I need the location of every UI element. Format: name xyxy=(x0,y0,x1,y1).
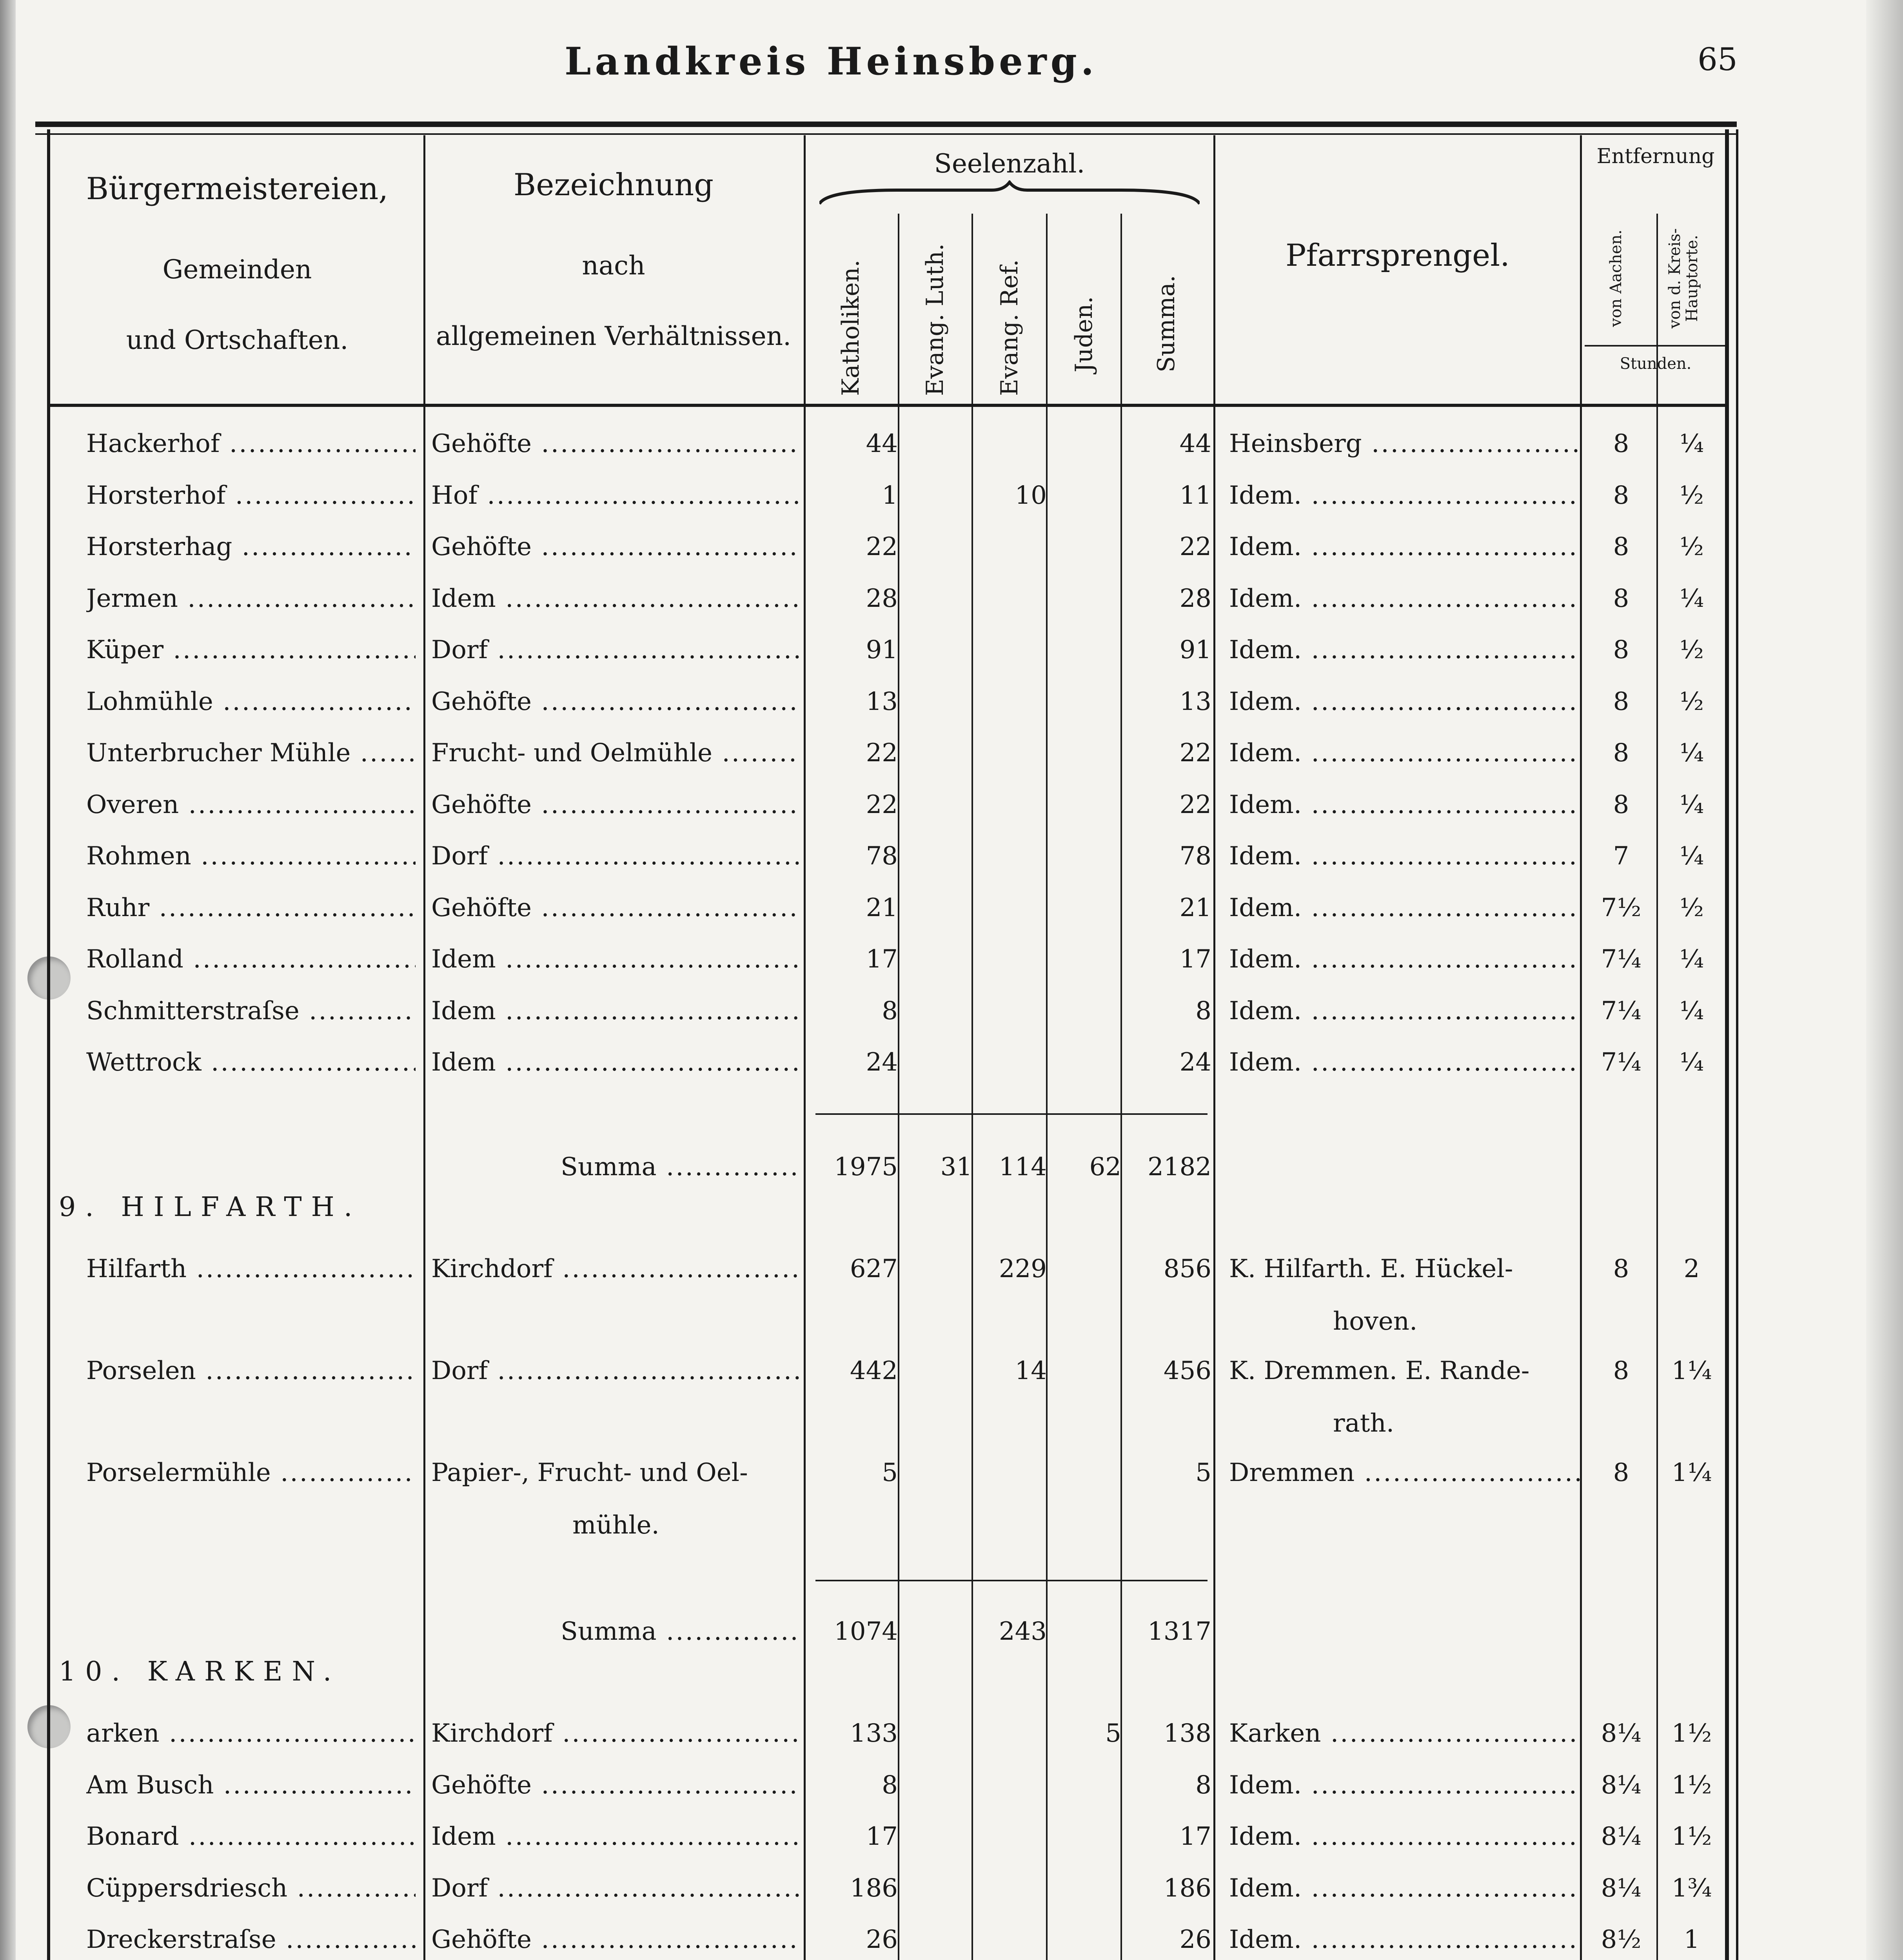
cell-typ: Gehöfte ..... xyxy=(431,882,800,934)
cell-name: Hilfarth ..... xyxy=(86,1243,416,1295)
summa-row xyxy=(0,1605,1903,1658)
col1-header: Bürgermeistereien, xyxy=(86,171,389,207)
cell-sum: 8 xyxy=(1195,1770,1211,1800)
cell-kath: 13 xyxy=(866,687,898,716)
cell-jud xyxy=(1051,1810,1121,1863)
cell-sum: 13 xyxy=(1179,687,1211,716)
von-aachen-header: von Aachen. xyxy=(1607,229,1625,327)
section-heading: 10. KARKEN. xyxy=(59,1656,341,1687)
cell-typ: Kirchdorf ..... xyxy=(431,1707,800,1760)
cell-ref xyxy=(976,1707,1047,1760)
header-bottom-rule xyxy=(47,404,1729,407)
cell-sum: 17 xyxy=(1179,945,1211,974)
cell-aa: 8 xyxy=(1613,790,1629,819)
cell-luth xyxy=(902,1446,972,1499)
cell-ref xyxy=(976,1446,1047,1499)
cell-hk: ¼ xyxy=(1679,584,1704,613)
summa-luth xyxy=(902,1605,972,1658)
cell-hk: ½ xyxy=(1679,532,1704,561)
pfarr-header: Pfarrsprengel. xyxy=(1286,238,1510,273)
cell-name: Lohmühle ..... xyxy=(86,675,416,728)
cell-aa: 8 xyxy=(1613,687,1629,716)
cell-sum: 91 xyxy=(1179,635,1211,664)
cell-hk: 1¼ xyxy=(1671,1458,1712,1487)
table-row xyxy=(0,624,1903,676)
cell-luth xyxy=(902,675,972,728)
cell-jud xyxy=(1051,1036,1121,1089)
cell-luth xyxy=(902,1862,972,1915)
cell-name: Jermen ..... xyxy=(86,572,416,625)
cell-jud xyxy=(1051,779,1121,831)
summa-label: Summa ..... xyxy=(561,1605,800,1658)
cell-pf-cont: hoven. xyxy=(1333,1307,1418,1336)
cell-name: Schmitterstraſse ..... xyxy=(86,985,416,1037)
cell-hk: 1½ xyxy=(1671,1770,1712,1800)
cell-kath: 26 xyxy=(866,1925,898,1954)
table-row xyxy=(0,1036,1903,1089)
col2-header: Bezeichnung xyxy=(513,167,714,203)
cell-typ: Idem ..... xyxy=(431,572,800,625)
cell-aa: 8 xyxy=(1613,635,1629,664)
cell-jud xyxy=(1051,675,1121,728)
cell-sum: 22 xyxy=(1179,790,1211,819)
cell-aa: 8¼ xyxy=(1601,1822,1642,1851)
summa-label: Summa ..... xyxy=(561,1141,800,1193)
cell-luth xyxy=(902,521,972,573)
cell-aa: 8 xyxy=(1613,481,1629,510)
cell-typ: Dorf ..... xyxy=(431,830,800,882)
cell-kath: 1 xyxy=(882,481,898,510)
cell-hk: 1¼ xyxy=(1671,1356,1712,1385)
cell-pf: Idem. ..... xyxy=(1229,727,1582,779)
cell-pf: Idem. ..... xyxy=(1229,675,1582,728)
cell-jud xyxy=(1051,933,1121,985)
cell-sum: 44 xyxy=(1179,429,1211,458)
cell-typ: Kirchdorf ..... xyxy=(431,1243,800,1295)
cell-ref xyxy=(976,572,1047,625)
cell-pf: Idem. ..... xyxy=(1229,1862,1582,1915)
cell-hk: ¼ xyxy=(1679,945,1704,974)
cell-typ: Dorf ..... xyxy=(431,1862,800,1915)
cell-jud xyxy=(1051,985,1121,1037)
cell-pf: Idem. ..... xyxy=(1229,1036,1582,1089)
von-kreis-header: von d. Kreis-Hauptorte. xyxy=(1666,228,1701,328)
col1-header-2: Gemeinden xyxy=(162,254,312,285)
cell-typ: Gehöfte ..... xyxy=(431,521,800,573)
top-border-thin xyxy=(35,133,1737,135)
cell-name: Horsterhof ..... xyxy=(86,469,416,522)
cell-typ: Hof ..... xyxy=(431,469,800,522)
cell-jud xyxy=(1051,572,1121,625)
cell-ref xyxy=(976,624,1047,676)
cell-jud xyxy=(1051,727,1121,779)
cell-jud xyxy=(1051,1913,1121,1960)
cell-kath: 17 xyxy=(866,1822,898,1851)
cell-name: Porselermühle ..... xyxy=(86,1446,416,1499)
cell-sum: 78 xyxy=(1179,842,1211,871)
cell-kath: 78 xyxy=(866,842,898,871)
cell-pf: Idem. ..... xyxy=(1229,830,1582,882)
cell-luth xyxy=(902,830,972,882)
cell-luth xyxy=(902,1759,972,1811)
cell-sum: 856 xyxy=(1163,1254,1211,1283)
summa-sum: 2182 xyxy=(1148,1152,1211,1181)
cell-typ: Idem ..... xyxy=(431,933,800,985)
cell-sum: 138 xyxy=(1163,1719,1211,1748)
cell-aa: 8 xyxy=(1613,1458,1629,1487)
entfernung-header: Entfernung xyxy=(1596,145,1715,168)
cell-typ: Gehöfte ..... xyxy=(431,1759,800,1811)
cell-kath: 22 xyxy=(866,532,898,561)
cell-ref xyxy=(976,675,1047,728)
summa-ref: 114 xyxy=(999,1152,1047,1181)
cell-ref xyxy=(976,779,1047,831)
cell-hk: 1¾ xyxy=(1671,1873,1712,1903)
cell-pf: K. Hilfarth. E. Hückel- xyxy=(1229,1254,1513,1283)
cell-jud xyxy=(1051,469,1121,522)
cell-hk: ½ xyxy=(1679,893,1704,922)
cell-typ: Idem ..... xyxy=(431,985,800,1037)
cell-pf: Idem. ..... xyxy=(1229,779,1582,831)
table-row xyxy=(0,572,1903,625)
cell-ref xyxy=(976,1862,1047,1915)
cell-name: Bonard ..... xyxy=(86,1810,416,1863)
cell-sum: 5 xyxy=(1195,1458,1211,1487)
cell-jud xyxy=(1051,830,1121,882)
table-row xyxy=(0,1446,1903,1499)
cell-aa: 7¼ xyxy=(1601,1048,1642,1077)
cell-aa: 8¼ xyxy=(1601,1770,1642,1800)
cell-pf: Karken ..... xyxy=(1229,1707,1582,1760)
sum-rule-1 xyxy=(815,1113,1208,1115)
cell-aa: 8¼ xyxy=(1601,1873,1642,1903)
page-number: 65 xyxy=(1698,41,1738,78)
cell-ref xyxy=(976,830,1047,882)
cell-pf: Idem. ..... xyxy=(1229,933,1582,985)
cell-luth xyxy=(902,933,972,985)
cell-pf: Idem. ..... xyxy=(1229,1810,1582,1863)
table-row xyxy=(0,675,1903,728)
cell-typ: Gehöfte ..... xyxy=(431,675,800,728)
seelenzahl-header: Seelenzahl. xyxy=(934,149,1085,179)
summa-header: Summa. xyxy=(1153,275,1180,372)
cell-luth xyxy=(902,1243,972,1295)
cell-aa: 8 xyxy=(1613,739,1629,768)
cell-hk: ¼ xyxy=(1679,996,1704,1025)
cell-luth xyxy=(902,882,972,934)
page-title: Landkreis Heinsberg. xyxy=(565,39,1098,83)
cell-pf: Idem. ..... xyxy=(1229,572,1582,625)
cell-aa: 7½ xyxy=(1601,893,1642,922)
cell-luth xyxy=(902,1036,972,1089)
cell-jud xyxy=(1051,521,1121,573)
cell-hk: ½ xyxy=(1679,687,1704,716)
table-row xyxy=(0,830,1903,882)
cell-typ: Gehöfte ..... xyxy=(431,1913,800,1960)
cell-ref xyxy=(976,1036,1047,1089)
cell-hk: ¼ xyxy=(1679,739,1704,768)
cell-sum: 26 xyxy=(1179,1925,1211,1954)
cell-name: Porselen ..... xyxy=(86,1345,416,1397)
cell-kath: 22 xyxy=(866,739,898,768)
cell-kath: 627 xyxy=(850,1254,898,1283)
cell-ref xyxy=(976,985,1047,1037)
cell-name: Wettrock ..... xyxy=(86,1036,416,1089)
table-row xyxy=(0,1810,1903,1863)
brace-icon xyxy=(819,180,1200,208)
cell-typ: Dorf ..... xyxy=(431,1345,800,1397)
cell-kath: 8 xyxy=(882,996,898,1025)
cell-kath: 91 xyxy=(866,635,898,664)
cell-aa: 8½ xyxy=(1601,1925,1642,1954)
cell-name: Hackerhof ..... xyxy=(86,417,416,470)
summa-jud xyxy=(1051,1605,1121,1658)
cell-kath: 44 xyxy=(866,429,898,458)
cell-name: Horsterhag ..... xyxy=(86,521,416,573)
cell-kath: 8 xyxy=(882,1770,898,1800)
summa-kath: 1074 xyxy=(834,1617,898,1646)
cell-hk: 1½ xyxy=(1671,1719,1712,1748)
cell-hk: ¼ xyxy=(1679,1048,1704,1077)
cell-kath: 24 xyxy=(866,1048,898,1077)
cell-hk: ½ xyxy=(1679,481,1704,510)
table-row xyxy=(0,933,1903,985)
cell-name: Cüppersdriesch ..... xyxy=(86,1862,416,1915)
cell-pf: Idem. ..... xyxy=(1229,882,1582,934)
cell-typ: Dorf ..... xyxy=(431,624,800,676)
cell-pf: Idem. ..... xyxy=(1229,521,1582,573)
cell-hk: ¼ xyxy=(1679,790,1704,819)
cell-pf-cont: rath. xyxy=(1333,1409,1395,1438)
cell-aa: 8¼ xyxy=(1601,1719,1642,1748)
cell-jud xyxy=(1051,1862,1121,1915)
cell-name: Rolland ..... xyxy=(86,933,416,985)
cell-ref xyxy=(976,1913,1047,1960)
cell-kath: 133 xyxy=(850,1719,898,1748)
cell-pf: Heinsberg ..... xyxy=(1229,417,1582,470)
cell-typ: Idem ..... xyxy=(431,1036,800,1089)
cell-typ: Frucht- und Oelmühle ..... xyxy=(431,727,800,779)
table-row xyxy=(0,1707,1903,1760)
cell-sum: 456 xyxy=(1163,1356,1211,1385)
table-row xyxy=(0,1345,1903,1397)
table-row xyxy=(0,882,1903,934)
cell-kath: 17 xyxy=(866,945,898,974)
summa-row xyxy=(0,1141,1903,1193)
cell-name: Unterbrucher Mühle ..... xyxy=(86,727,416,779)
cell-kath: 21 xyxy=(866,893,898,922)
table-row xyxy=(0,779,1903,831)
table-row xyxy=(0,521,1903,573)
cell-pf: K. Dremmen. E. Rande- xyxy=(1229,1356,1530,1385)
cell-jud xyxy=(1051,1759,1121,1811)
cell-luth xyxy=(902,1345,972,1397)
stunden-rule xyxy=(1585,345,1725,347)
table-row xyxy=(0,985,1903,1037)
cell-aa: 7 xyxy=(1613,842,1629,871)
cell-hk: ¼ xyxy=(1679,429,1704,458)
stunden-header: Stunden. xyxy=(1620,355,1692,373)
cell-aa: 7¼ xyxy=(1601,945,1642,974)
cell-jud xyxy=(1051,1345,1121,1397)
cell-sum: 11 xyxy=(1179,481,1211,510)
cell-name: Ruhr ..... xyxy=(86,882,416,934)
cell-typ: Gehöfte ..... xyxy=(431,417,800,470)
cell-pf: Idem. ..... xyxy=(1229,469,1582,522)
cell-pf: Dremmen ..... xyxy=(1229,1446,1582,1499)
sum-rule-2 xyxy=(815,1580,1208,1581)
section-heading: 9. HILFARTH. xyxy=(59,1192,362,1223)
top-border xyxy=(35,122,1737,127)
summa-ref: 243 xyxy=(999,1617,1047,1646)
cell-ref xyxy=(976,1759,1047,1811)
summa-kath: 1975 xyxy=(834,1152,898,1181)
cell-aa: 7¼ xyxy=(1601,996,1642,1025)
cell-name: Am Busch ..... xyxy=(86,1759,416,1811)
cell-aa: 8 xyxy=(1613,1356,1629,1385)
ref-header: Evang. Ref. xyxy=(996,259,1023,396)
table-row xyxy=(0,417,1903,470)
cell-typ-cont: mühle. xyxy=(572,1511,659,1540)
cell-kath: 5 xyxy=(882,1458,898,1487)
cell-jud xyxy=(1051,1446,1121,1499)
cell-sum: 21 xyxy=(1179,893,1211,922)
cell-hk: ½ xyxy=(1679,635,1704,664)
cell-luth xyxy=(902,417,972,470)
cell-jud xyxy=(1051,882,1121,934)
cell-pf: Idem. ..... xyxy=(1229,985,1582,1037)
table-row xyxy=(0,1913,1903,1960)
cell-luth xyxy=(902,1913,972,1960)
table-row xyxy=(0,1243,1903,1295)
table-row xyxy=(0,1759,1903,1811)
cell-jud xyxy=(1051,417,1121,470)
table-row xyxy=(0,469,1903,522)
cell-aa: 8 xyxy=(1613,429,1629,458)
cell-ref xyxy=(976,521,1047,573)
cell-sum: 8 xyxy=(1195,996,1211,1025)
cell-ref xyxy=(976,933,1047,985)
cell-hk: 2 xyxy=(1683,1254,1700,1283)
cell-ref xyxy=(976,1810,1047,1863)
cell-hk: 1½ xyxy=(1671,1822,1712,1851)
table-row xyxy=(0,727,1903,779)
cell-jud: 5 xyxy=(1105,1719,1121,1748)
cell-ref xyxy=(976,417,1047,470)
col2-header-3: allgemeinen Verhältnissen. xyxy=(436,321,792,351)
cell-hk: ¼ xyxy=(1679,842,1704,871)
cell-ref xyxy=(976,882,1047,934)
cell-name: Küper ..... xyxy=(86,624,416,676)
cell-luth xyxy=(902,572,972,625)
cell-pf: Idem. ..... xyxy=(1229,624,1582,676)
cell-ref: 229 xyxy=(999,1254,1047,1283)
cell-typ: Idem ..... xyxy=(431,1810,800,1863)
cell-name: Rohmen ..... xyxy=(86,830,416,882)
cell-luth xyxy=(902,624,972,676)
summa-jud: 62 xyxy=(1089,1152,1121,1181)
cell-luth xyxy=(902,1707,972,1760)
cell-kath: 28 xyxy=(866,584,898,613)
cell-kath: 442 xyxy=(850,1356,898,1385)
juden-header: Juden. xyxy=(1070,296,1098,372)
cell-sum: 22 xyxy=(1179,532,1211,561)
cell-aa: 8 xyxy=(1613,584,1629,613)
cell-pf: Idem. ..... xyxy=(1229,1913,1582,1960)
kath-header: Katholiken. xyxy=(837,260,864,396)
cell-aa: 8 xyxy=(1613,532,1629,561)
cell-luth xyxy=(902,779,972,831)
cell-jud xyxy=(1051,624,1121,676)
cell-luth xyxy=(902,985,972,1037)
cell-name: arken ..... xyxy=(86,1707,416,1760)
cell-typ: Papier-, Frucht- und Oel- xyxy=(431,1458,748,1487)
cell-luth xyxy=(902,727,972,779)
cell-jud xyxy=(1051,1243,1121,1295)
summa-sum: 1317 xyxy=(1148,1617,1211,1646)
cell-typ: Gehöfte ..... xyxy=(431,779,800,831)
cell-luth xyxy=(902,1810,972,1863)
cell-kath: 186 xyxy=(850,1873,898,1903)
col1-header-3: und Ortschaften. xyxy=(126,325,349,355)
cell-sum: 24 xyxy=(1179,1048,1211,1077)
cell-ref: 14 xyxy=(1015,1356,1047,1385)
table-row xyxy=(0,1862,1903,1915)
cell-sum: 28 xyxy=(1179,584,1211,613)
cell-hk: 1 xyxy=(1683,1925,1700,1954)
cell-luth xyxy=(902,469,972,522)
summa-luth: 31 xyxy=(940,1152,972,1181)
col2-header-2: nach xyxy=(582,250,645,281)
cell-ref: 10 xyxy=(1015,481,1047,510)
cell-sum: 22 xyxy=(1179,739,1211,768)
luth-header: Evang. Luth. xyxy=(921,243,949,396)
cell-aa: 8 xyxy=(1613,1254,1629,1283)
cell-sum: 186 xyxy=(1163,1873,1211,1903)
cell-kath: 22 xyxy=(866,790,898,819)
cell-name: Overen ..... xyxy=(86,779,416,831)
cell-name: Dreckerstraſse ..... xyxy=(86,1913,416,1960)
cell-sum: 17 xyxy=(1179,1822,1211,1851)
cell-pf: Idem. ..... xyxy=(1229,1759,1582,1811)
cell-ref xyxy=(976,727,1047,779)
